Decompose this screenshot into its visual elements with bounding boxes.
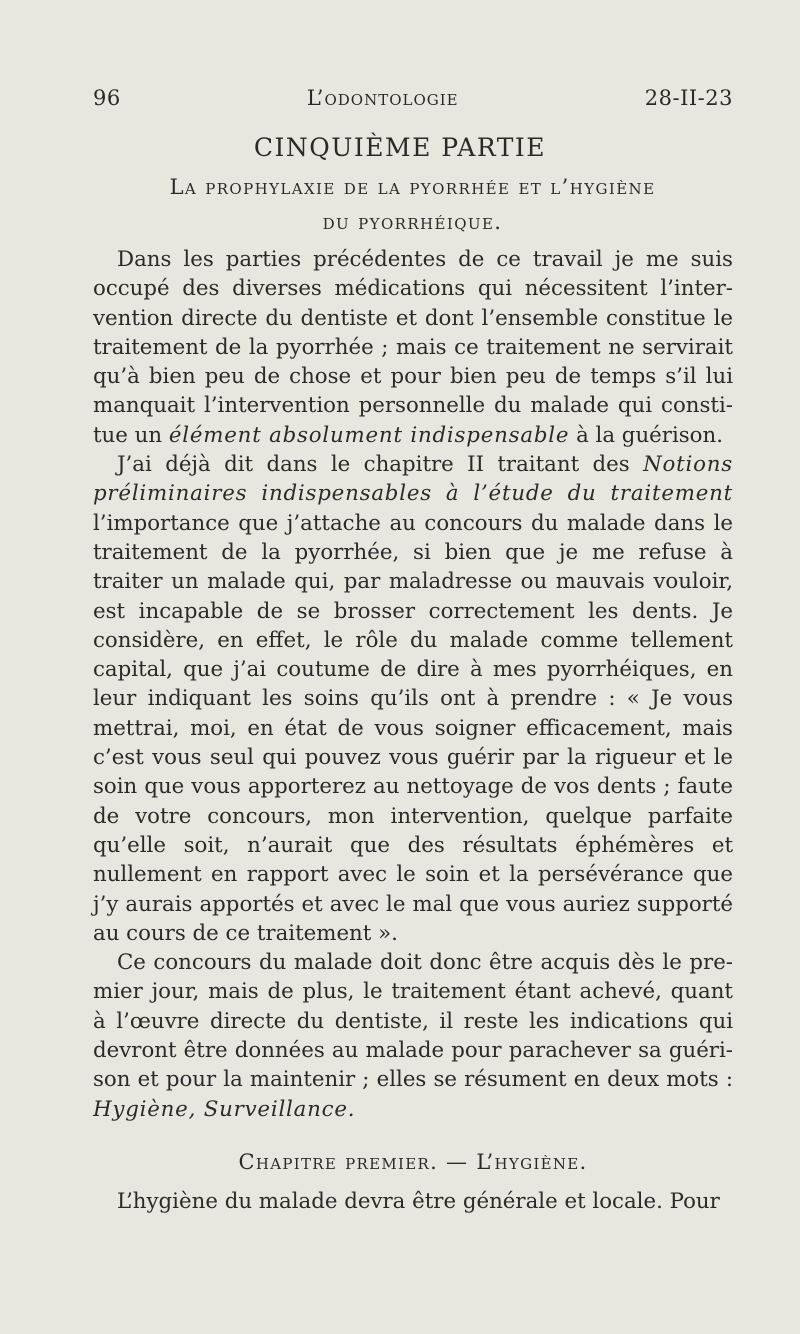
subtitle-line-2: du pyorrhéique.: [322, 210, 503, 234]
paragraph-1: [93, 245, 733, 450]
issue-date: 28-II-23: [644, 86, 733, 110]
subtitle-line-1: La prophylaxie de la pyorrhée et l’hygiène: [169, 175, 656, 199]
section-subtitle: [85, 170, 740, 240]
paragraph-1-text-a: Dans les parties précédentes de ce travail je me suis occupé des diverses médications qui nécessitent l’intervention directe du dentiste et dont l’ensemble constitue le traitement de la pyorrhée ; mais ce traitement ne servirait qu’à bien peu de chose et pour bien peu de temps s’il lui manquait l’intervention personnelle du malade qui constitue un: [93, 247, 733, 448]
body-text: [93, 245, 733, 1217]
paragraph-3: [93, 948, 733, 1124]
part-title: CINQUIÈME PARTIE: [253, 133, 547, 162]
paragraph-2: [93, 450, 733, 948]
journal-title: L’odontologie: [306, 86, 459, 110]
paragraph-2-text-b: l’importance que j’attache au concours du malade dans le traitement de la pyorrhée, si bien que je me refuse à traiter un malade qui, par maladresse ou mauvais vouloir, est incapable de se brosser correctement les dents. Je considère, en effet, le rôle du malade comme tellement capital, que j’ai coutume de dire à mes pyorrhéiques, en leur indiquant les soins qu’ils ont à prendre : « Je vous mettrai, moi, en état de vous soigner efficacement, mais c’est vous seul qui pouvez vous guérir par la rigueur et le soin que vous apporterez au nettoyage de vos dents ; faute de votre concours, mon intervention, quelque parfaite qu’elle soit, n’aurait que des résultats éphémères et nullement en rapport avec le soin et la persévérance que j’y aurais apportés et avec le mal que vous auriez supporté au cours de ce traitement ».: [93, 510, 733, 946]
paragraph-4: L’hygiène du malade devra être générale et locale. Pour: [117, 1189, 720, 1215]
running-header: [93, 86, 733, 110]
paragraph-3-emphasis: Hygiène, Surveillance.: [93, 1096, 356, 1122]
paragraph-2-text-a: J’ai déjà dit dans le chapitre II traitant des: [117, 452, 644, 478]
paragraph-1-text-b: à la guérison.: [569, 422, 723, 448]
paragraph-3-text-a: Ce concours du malade doit donc être acquis dès le premier jour, mais de plus, le traitement étant achevé, quant à l’œuvre directe du dentiste, il reste les indications qui devront être données au malade pour parachever sa guérison et pour la maintenir ; elles se résument en deux mots :: [93, 950, 733, 1093]
page-number: 96: [93, 86, 121, 110]
paragraph-1-emphasis: élément absolument indispensable: [168, 422, 570, 448]
chapter-heading: Chapitre premier. — L’hygiène.: [238, 1149, 588, 1174]
paragraph-2-emphasis: Notions préliminaires indispensables à l’étude du traitement: [93, 452, 733, 507]
